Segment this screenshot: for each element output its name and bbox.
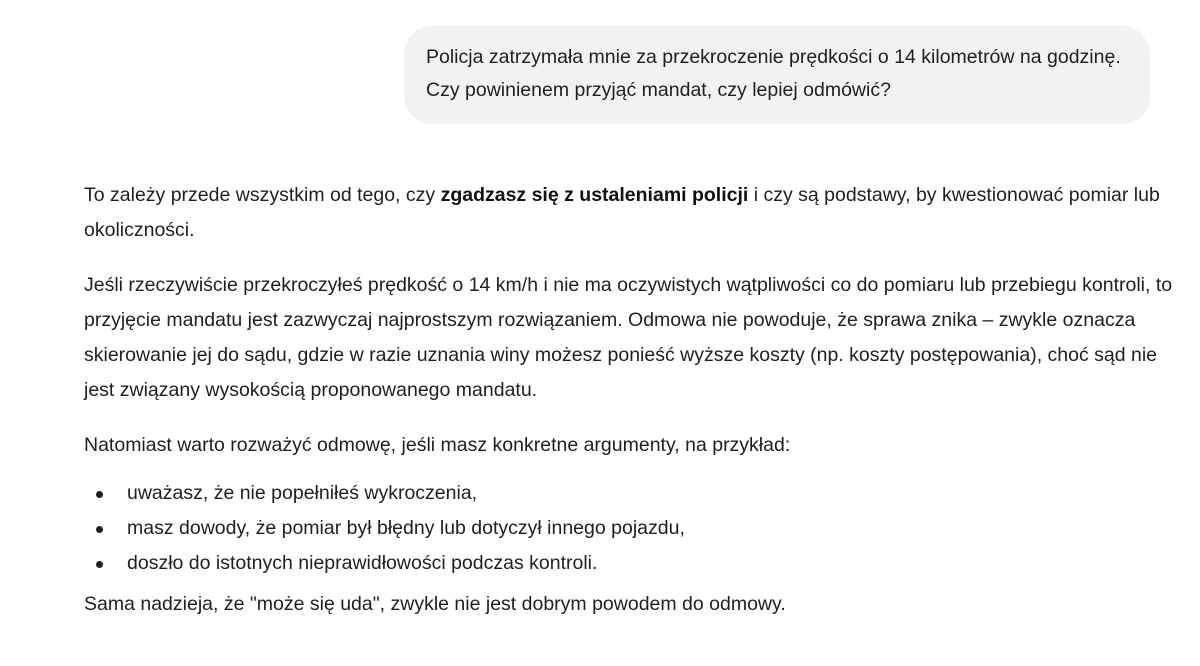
bullet-list — [84, 476, 1184, 581]
list-item-text: uważasz, że nie popełniłeś wykroczenia, — [127, 482, 478, 504]
list-item — [84, 546, 1184, 581]
assistant-response — [84, 178, 1184, 622]
list-item-text: doszło do istotnych nieprawidłowości podczas kontroli. — [127, 552, 598, 574]
assistant-paragraph-4: Sama nadzieja, że "może się uda", zwykle nie jest dobrym powodem do odmowy. — [84, 593, 786, 615]
bullet-dot-icon — [96, 561, 103, 568]
list-item — [84, 476, 1184, 511]
assistant-paragraph-3: Natomiast warto rozważyć odmowę, jeśli masz konkretne argumenty, na przykład: — [84, 434, 791, 456]
user-message-text: Policja zatrzymała mnie za przekroczenie prędkości o 14 kilometrów na godzinę. Czy powinienem przyjąć mandat, czy lepiej odmówić? — [426, 46, 1121, 101]
paragraph-text: i czy są podstawy, by kwestionować pomiar lub okoliczności. — [84, 184, 1160, 241]
bullet-dot-icon — [96, 491, 103, 498]
assistant-paragraph-1 — [84, 178, 1184, 248]
paragraph-text: To zależy przede wszystkim od tego, czy — [84, 184, 441, 206]
assistant-paragraph-2: Jeśli rzeczywiście przekroczyłeś prędkość o 14 km/h i nie ma oczywistych wątpliwości co do pomiaru lub przebiegu kontroli, to przyjęcie mandatu jest zazwyczaj najprostszym rozwiązaniem. Odmowa nie powoduje, że sprawa znika – zwykle oznacza skierowanie jej do sądu, gdzie w razie uznania winy możesz ponieść wyższe koszty (np. koszty postępowania), choć sąd nie jest związany wysokością proponowanego mandatu. — [84, 274, 1173, 401]
list-item — [84, 511, 1184, 546]
bullet-dot-icon — [96, 526, 103, 533]
user-message-bubble — [404, 26, 1150, 124]
list-item-text: masz dowody, że pomiar był błędny lub dotyczył innego pojazdu, — [127, 517, 685, 539]
bold-phrase: zgadzasz się z ustaleniami policji — [440, 184, 749, 206]
